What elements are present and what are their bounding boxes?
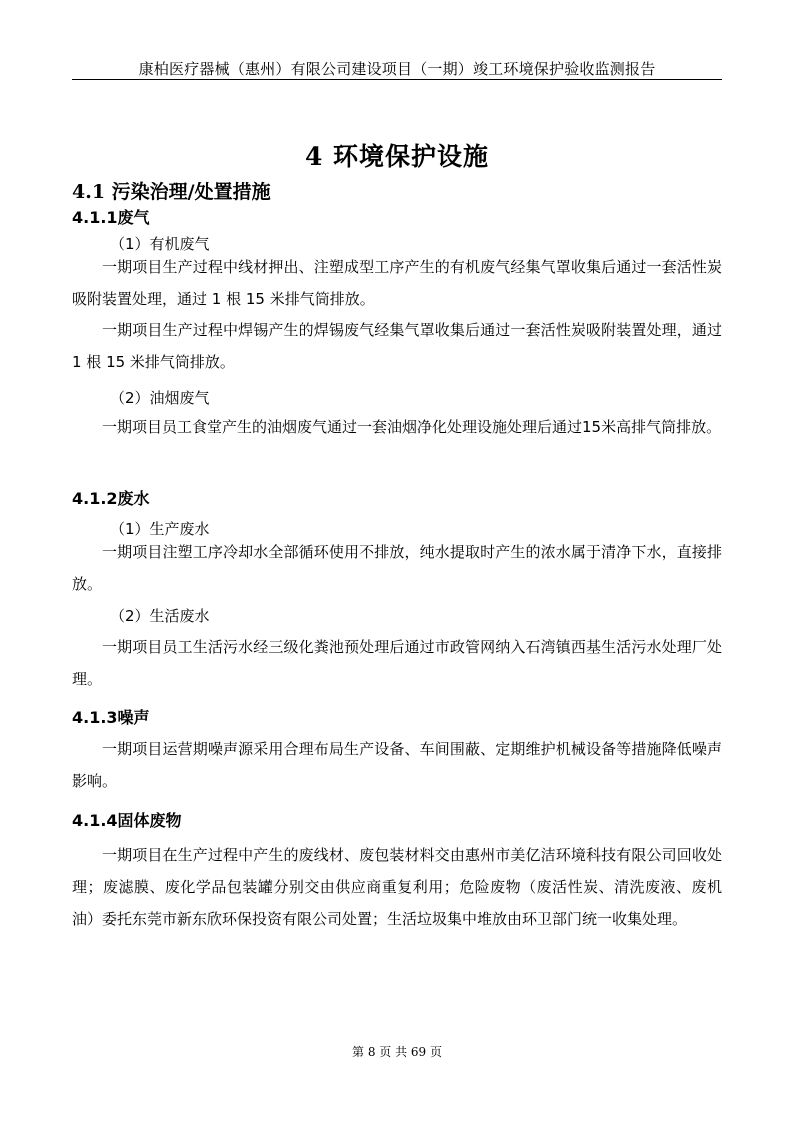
noise-paragraph: 一期项目运营期噪声源采用合理布局生产设备、车间围蔽、定期维护机械设备等措施降低噪声影响。 xyxy=(72,740,722,790)
waste-water-heading: 4.1.2废水 xyxy=(72,489,150,508)
header-rule xyxy=(72,79,722,80)
waste-gas-heading: 4.1.1废气 xyxy=(72,208,150,227)
production-water-label: （1）生产废水 xyxy=(110,520,210,538)
page-header: 康柏医疗器械（惠州）有限公司建设项目（一期）竣工环境保护验收监测报告 xyxy=(138,60,656,78)
section-title: 4.1 污染治理/处置措施 xyxy=(72,181,271,203)
fume-gas-paragraph: 一期项目员工食堂产生的油烟废气通过一套油烟净化处理设施处理后通过15米高排气筒排放。 xyxy=(102,418,722,436)
fume-gas-label: （2）油烟废气 xyxy=(110,389,210,407)
domestic-water-label: （2）生活废水 xyxy=(110,607,210,625)
domestic-water-paragraph: 一期项目员工生活污水经三级化粪池预处理后通过市政管网纳入石湾镇西基生活污水处理厂处理。 xyxy=(72,638,722,688)
solid-waste-heading: 4.1.4固体废物 xyxy=(72,811,182,830)
chapter-title: 4 环境保护设施 xyxy=(304,142,490,171)
organic-gas-paragraph-1: 一期项目生产过程中线材押出、注塑成型工序产生的有机废气经集气罩收集后通过一套活性炭吸附装置处理，通过 1 根 15 米排气筒排放。 xyxy=(72,258,722,308)
production-water-paragraph: 一期项目注塑工序冷却水全部循环使用不排放，纯水提取时产生的浓水属于清净下水，直接排放。 xyxy=(72,543,722,593)
organic-gas-paragraph-2: 一期项目生产过程中焊锡产生的焊锡废气经集气罩收集后通过一套活性炭吸附装置处理，通过 1 根 15 米排气筒排放。 xyxy=(72,321,722,371)
page-number: 第 8 页 共 69 页 xyxy=(352,1045,442,1059)
solid-waste-paragraph: 一期项目在生产过程中产生的废线材、废包装材料交由惠州市美亿洁环境科技有限公司回收处理；废滤膜、废化学品包装罐分别交由供应商重复利用；危险废物（废活性炭、清洗废液、废机油）委托东莞市新东欣环保投资有限公司处置；生活垃圾集中堆放由环卫部门统一收集处理。 xyxy=(72,846,722,928)
organic-gas-label: （1）有机废气 xyxy=(110,235,210,253)
noise-heading: 4.1.3噪声 xyxy=(72,708,150,727)
